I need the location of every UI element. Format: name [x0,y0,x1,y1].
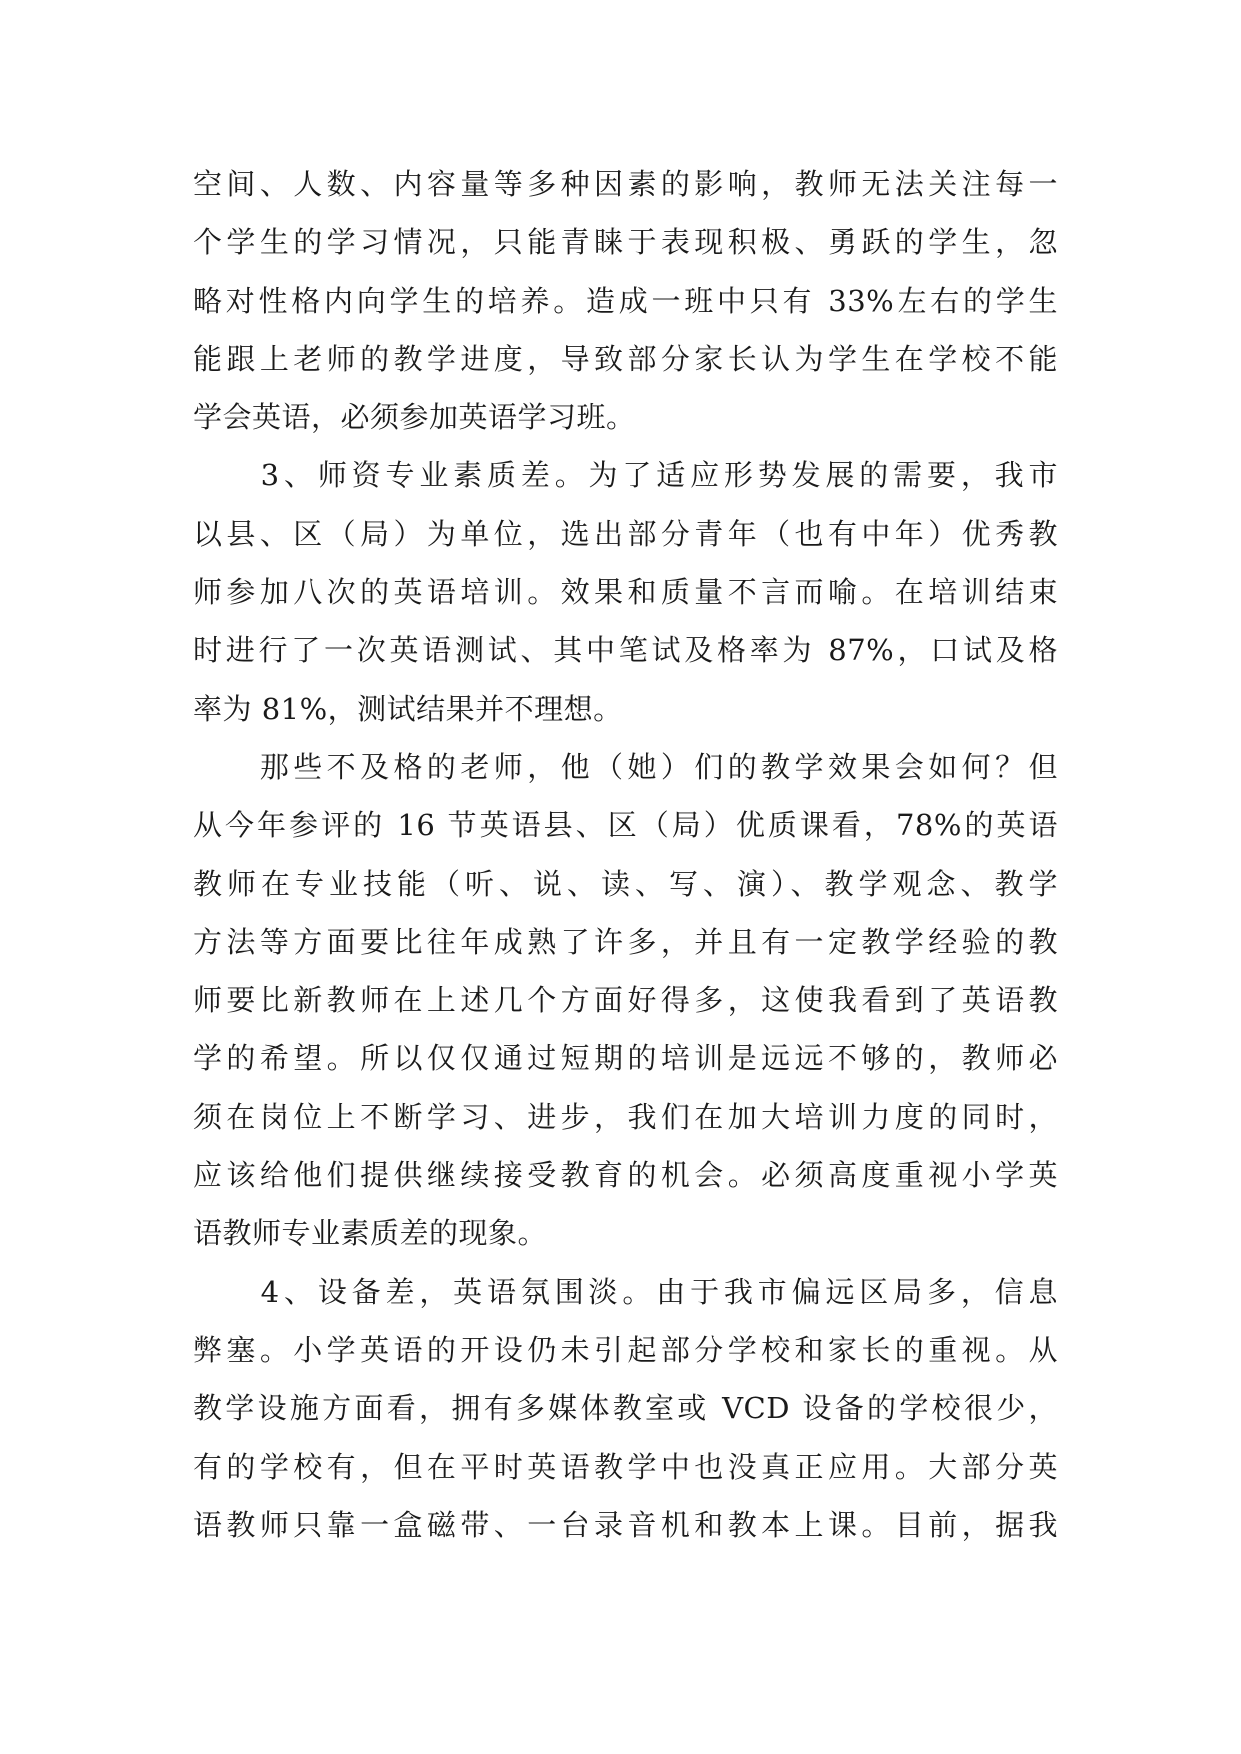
text-line: 学会英语，必须参加英语学习班。 [193,400,636,435]
text-line: 3、师资专业素质差。为了适应形势发展的需要，我市 [193,458,1058,493]
text-line: 以县、区（局）为单位，选出部分青年（也有中年）优秀教 [193,516,1058,551]
text-line: 须在岗位上不断学习、进步，我们在加大培训力度的同时， [193,1099,1058,1134]
text-line: 率为 81%，测试结果并不理想。 [193,691,623,726]
text-line: 弊塞。小学英语的开设仍未引起部分学校和家长的重视。从 [193,1332,1058,1367]
text-line: 略对性格内向学生的培养。造成一班中只有 33%左右的学生 [193,283,1058,318]
text-line: 从今年参评的 16 节英语县、区（局）优质课看，78%的英语 [193,808,1058,843]
text-line: 学的希望。所以仅仅通过短期的培训是远远不够的，教师必 [193,1041,1058,1076]
text-line: 方法等方面要比往年成熟了许多，并且有一定教学经验的教 [193,924,1058,959]
body-text [193,155,1058,1554]
text-line: 能跟上老师的教学进度，导致部分家长认为学生在学校不能 [193,341,1058,376]
text-line: 时进行了一次英语测试、其中笔试及格率为 87%，口试及格 [193,633,1058,668]
text-line: 教师在专业技能（听、说、读、写、演）、教学观念、教学 [193,866,1058,901]
text-line: 个学生的学习情况，只能青睐于表现积极、勇跃的学生，忽 [193,225,1058,260]
text-line: 语教师专业素质差的现象。 [193,1216,548,1251]
text-line: 师要比新教师在上述几个方面好得多，这使我看到了英语教 [193,983,1058,1018]
text-line: 教学设施方面看，拥有多媒体教室或 VCD 设备的学校很少， [193,1391,1058,1426]
text-line: 空间、人数、内容量等多种因素的影响，教师无法关注每一 [193,167,1058,201]
text-line: 那些不及格的老师，他（她）们的教学效果会如何？但 [193,749,1058,784]
text-line: 4、设备差，英语氛围淡。由于我市偏远区局多，信息 [193,1274,1058,1309]
text-line: 语教师只靠一盒磁带、一台录音机和教本上课。目前，据我 [193,1507,1058,1542]
text-line: 有的学校有，但在平时英语教学中也没真正应用。大部分英 [193,1449,1058,1484]
text-line: 师参加八次的英语培训。效果和质量不言而喻。在培训结束 [193,575,1058,610]
text-line: 应该给他们提供继续接受教育的机会。必须高度重视小学英 [193,1158,1058,1193]
